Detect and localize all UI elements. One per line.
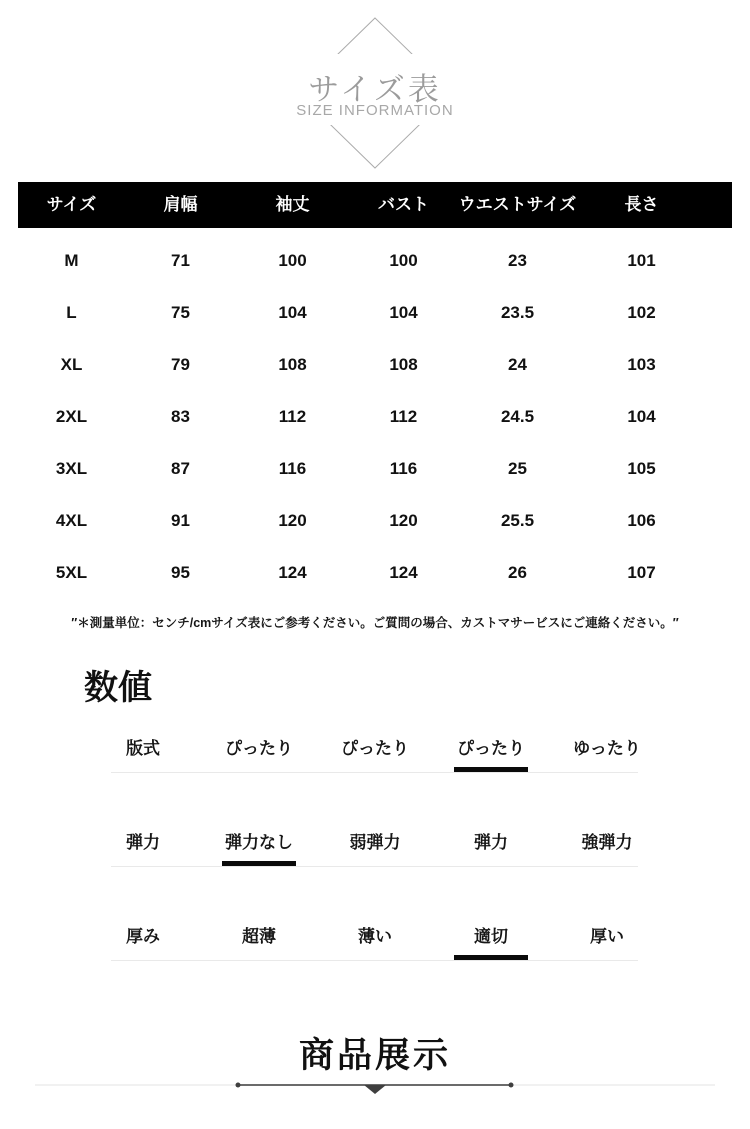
attribute-option: ぴったり [341,739,409,758]
line-end-dot [509,1083,514,1088]
attributes-heading: 数値 [84,669,152,707]
value-cell: 112 [389,407,418,426]
value-cell: 104 [627,407,656,426]
down-triangle-icon [364,1085,386,1094]
size-table-header [18,182,732,228]
value-cell: 106 [627,511,656,530]
attribute-option: 弾力 [474,833,508,852]
attribute-option: ゆったり [573,739,641,758]
column-header-sleeve: 袖丈 [275,195,310,214]
attribute-option: 超薄 [242,927,276,946]
attribute-label: 厚み [126,927,160,946]
value-cell: 24 [508,355,527,374]
table-row [18,495,732,547]
attribute-row-elasticity [85,833,665,867]
column-header-shoulder: 肩幅 [163,195,198,214]
attribute-label: 版式 [126,739,160,758]
measurement-note: ″＊測量単位：センチ/cmサイズ表にご参考ください。ご質問の場合、カストマサービスにご連絡ください。″ [71,616,679,630]
value-cell: 25 [508,459,527,478]
attribute-option: 適切 [433,927,549,947]
size-cell: 3XL [55,459,88,478]
value-cell: 104 [389,303,418,322]
size-cell: 2XL [55,407,88,426]
size-chart-title: サイズ表 [308,72,442,107]
attribute-option: 厚い [590,927,624,946]
value-cell: 71 [171,251,190,270]
value-cell: 124 [389,563,418,582]
value-cell: 95 [171,563,190,582]
size-cell: 4XL [55,511,88,530]
size-table-body [18,235,732,599]
row-divider [111,866,638,867]
value-cell: 120 [278,511,307,530]
product-display-heading: 商品展示 [298,1036,451,1075]
value-cell: 100 [389,251,418,270]
column-header-bust: バスト [378,195,429,214]
column-header-waist: ウエストサイズ [458,195,577,214]
value-cell: 116 [389,459,418,478]
value-cell: 25.5 [500,511,535,530]
value-cell: 120 [389,511,418,530]
table-row [18,443,732,495]
attribute-row-thickness [85,927,665,961]
row-divider [111,772,638,773]
value-cell: 75 [171,303,190,322]
size-cell: XL [60,355,83,374]
attribute-table [85,739,665,1021]
table-row [18,391,732,443]
value-cell: 103 [627,355,656,374]
table-row [18,235,732,287]
value-cell: 116 [278,459,307,478]
value-cell: 83 [171,407,190,426]
value-cell: 104 [278,303,307,322]
table-row [18,547,732,599]
value-cell: 105 [627,459,656,478]
attribute-label: 弾力 [126,833,160,852]
value-cell: 87 [171,459,190,478]
value-cell: 24.5 [500,407,535,426]
value-cell: 108 [278,355,307,374]
value-cell: 23 [508,251,527,270]
attribute-option: ぴったり [225,739,293,758]
attribute-option: 弾力なし [201,833,317,853]
size-table [18,182,732,599]
attribute-option: 弱弾力 [349,833,401,852]
value-cell: 26 [508,563,527,582]
value-cell: 100 [278,251,307,270]
value-cell: 101 [627,251,656,270]
value-cell: 102 [627,303,656,322]
value-cell: 108 [389,355,418,374]
value-cell: 112 [278,407,307,426]
size-cell: 5XL [55,563,88,582]
attribute-option: 強弾力 [581,833,633,852]
table-row [18,287,732,339]
attribute-option: 薄い [358,927,392,946]
value-cell: 91 [171,511,190,530]
value-cell: 79 [171,355,190,374]
value-cell: 23.5 [500,303,535,322]
table-row [18,339,732,391]
attribute-row-fit [85,739,665,773]
size-chart-subtitle: SIZE INFORMATION [296,102,454,119]
size-cell: M [64,251,79,270]
size-info-banner [0,0,750,180]
value-cell: 124 [278,563,307,582]
attribute-option: ぴったり [433,739,549,759]
value-cell: 107 [627,563,656,582]
size-cell: L [66,303,77,322]
column-header-length: 長さ [624,195,659,214]
row-divider [111,960,638,961]
line-end-dot [236,1083,241,1088]
section-divider-line [0,1075,750,1099]
column-header-size: サイズ [46,195,97,214]
